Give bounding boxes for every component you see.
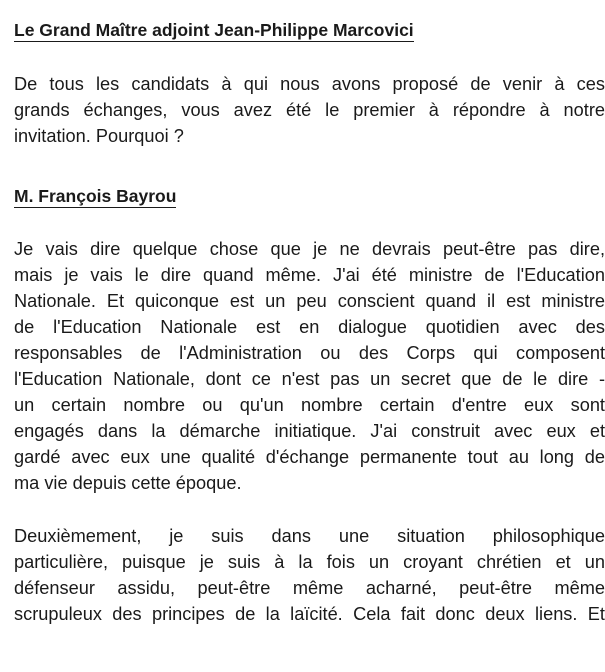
speaker-heading-bayrou: M. François Bayrou: [14, 186, 177, 206]
text-line: défenseur assidu, peut-être même acharné, peut-être même: [14, 578, 605, 598]
text-line: de l'Education Nationale est en dialogue quotidien avec des: [14, 317, 605, 337]
text-line: l'Education Nationale, dont ce n'est pas un secret que de le dire -: [14, 369, 605, 389]
text-line: Nationale. Et quiconque est un peu conscient quand il est ministre: [14, 291, 605, 311]
text-line: grands échanges, vous avez été le premier à répondre à notre: [14, 100, 605, 120]
text-line: Je vais dire quelque chose que je ne devrais peut-être pas dire,: [14, 239, 605, 259]
text-line: De tous les candidats à qui nous avons proposé de venir à ces: [14, 74, 605, 94]
text-line: ma vie depuis cette époque.: [14, 473, 242, 493]
text-line: un certain nombre ou qu'un nombre certain d'entre eux sont: [14, 395, 605, 415]
text-line: responsables de l'Administration ou des Corps qui composent: [14, 343, 605, 363]
text-line: gardé avec eux une qualité d'échange permanente tout au long de: [14, 447, 605, 467]
text-line: scrupuleux des principes de la laïcité. Cela fait donc deux liens. Et: [14, 604, 605, 624]
text-line: particulière, puisque je suis à la fois un croyant chrétien et un: [14, 552, 605, 572]
text-line: mais je vais le dire quand même. J'ai été ministre de l'Education: [14, 265, 605, 285]
text-line: invitation. Pourquoi ?: [14, 126, 184, 146]
text-line: engagés dans la démarche initiatique. J'ai construit avec eux et: [14, 421, 605, 441]
speaker-heading-marcovici: Le Grand Maître adjoint Jean-Philippe Marcovici: [14, 20, 414, 40]
text-line: Deuxièmement, je suis dans une situation philosophique: [14, 526, 605, 546]
